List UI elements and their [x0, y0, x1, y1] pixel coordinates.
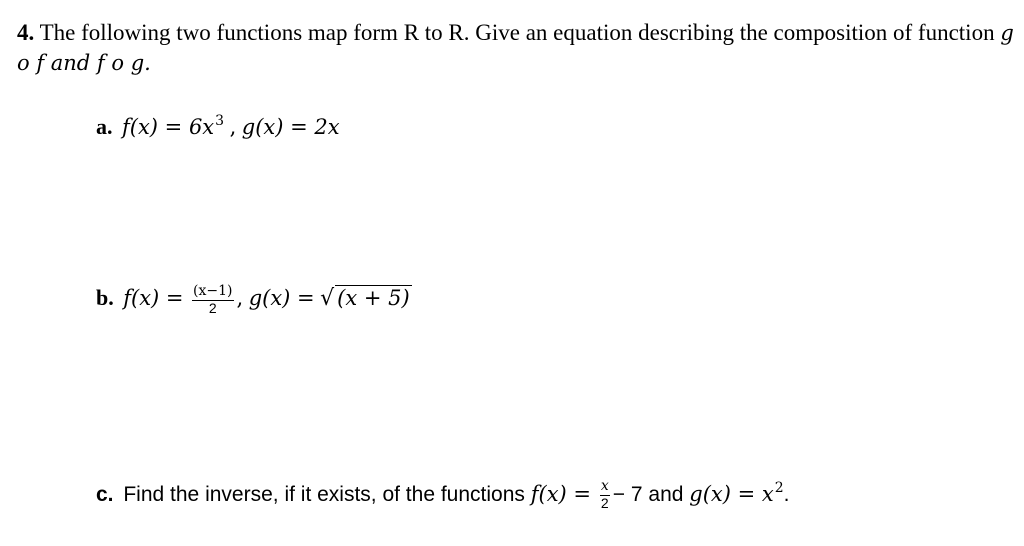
part-b-g-sqrt: [320, 284, 412, 313]
part-b: [96, 284, 412, 316]
part-b-f-denominator: 2: [208, 300, 217, 316]
square-root-icon: √: [320, 286, 335, 312]
question-text: The following two functions map form R to R. Give an equation describing the composition of function: [39, 20, 995, 45]
part-b-f-lhs: f(x) =: [123, 286, 184, 311]
question-composition-math: g o f and f o g: [17, 21, 1014, 75]
part-c-and: and: [648, 483, 684, 506]
part-a-separator: ,: [229, 115, 237, 139]
part-c-f-numerator: [600, 479, 610, 496]
part-c-end: .: [783, 483, 790, 506]
part-a-label: a.: [96, 114, 113, 139]
part-c-label: c.: [96, 483, 114, 506]
part-c: [96, 474, 790, 511]
question-heading: [17, 18, 1017, 78]
part-c-g-exponent: 2: [774, 480, 784, 496]
part-b-g-radicand: (x + 5): [337, 286, 410, 311]
part-c-f-tail: − 7: [612, 483, 643, 506]
part-b-g-lhs: g(x) =: [248, 286, 315, 311]
part-c-f-lhs: f(x) =: [530, 482, 592, 506]
question-number: 4.: [17, 20, 35, 45]
part-b-f-fraction: [192, 284, 233, 316]
part-b-separator: ,: [236, 286, 244, 311]
part-c-g-lhs: g(x) = x: [689, 482, 774, 506]
part-c-f-numerator-var: x: [600, 478, 609, 495]
part-c-f-denominator: 2: [600, 495, 609, 512]
question-end: .: [144, 51, 151, 75]
part-a-g-definition: g(x) = 2x: [241, 115, 340, 139]
part-b-f-numerator: (x−1): [193, 283, 233, 299]
part-a-f-definition: f(x) = 6x: [122, 115, 215, 139]
part-a: [96, 107, 340, 141]
part-a-f-exponent: 3: [215, 113, 225, 129]
part-b-label: b.: [96, 285, 114, 311]
part-c-text: Find the inverse, if it exists, of the functions: [123, 483, 525, 506]
part-c-f-fraction: [600, 479, 610, 511]
